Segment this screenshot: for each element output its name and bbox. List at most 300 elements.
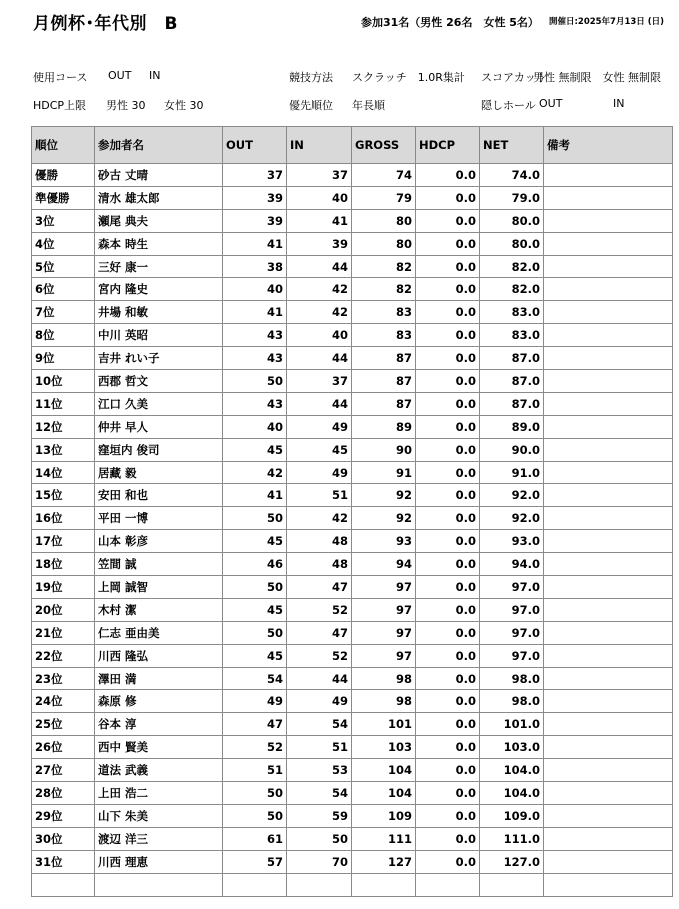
- name-cell: 笠間 誠: [95, 553, 223, 576]
- rank-cell: 7位: [32, 301, 95, 324]
- table-header-row: [32, 127, 673, 164]
- in-cell: 53: [287, 759, 352, 782]
- net-cell: 87.0: [480, 347, 544, 370]
- rank-cell: 29位: [32, 804, 95, 827]
- priority-label: 優先順位: [289, 99, 333, 112]
- notes-cell: [544, 759, 673, 782]
- table-row: [32, 415, 673, 438]
- hdcp-cell: 0.0: [416, 347, 480, 370]
- notes-cell: [544, 209, 673, 232]
- net-cell: 103.0: [480, 736, 544, 759]
- header-net: NET: [480, 127, 544, 164]
- hdcp-cell: 0.0: [416, 782, 480, 805]
- event-date: 開催日:2025年7月13日 (日): [549, 17, 665, 27]
- net-cell: 92.0: [480, 484, 544, 507]
- out-cell: 37: [223, 164, 287, 187]
- name-cell: 居藏 毅: [95, 461, 223, 484]
- name-cell: 平田 一博: [95, 507, 223, 530]
- out-cell: 50: [223, 370, 287, 393]
- name-cell: 川西 理恵: [95, 850, 223, 873]
- gross-cell: 101: [352, 713, 416, 736]
- table-row: [32, 827, 673, 850]
- notes-cell: [544, 347, 673, 370]
- rank-cell: 10位: [32, 370, 95, 393]
- net-cell: 82.0: [480, 278, 544, 301]
- net-cell: 104.0: [480, 759, 544, 782]
- notes-cell: [544, 164, 673, 187]
- table-row: [32, 301, 673, 324]
- notes-cell: [544, 438, 673, 461]
- out-cell: 45: [223, 438, 287, 461]
- table-row: [32, 804, 673, 827]
- rank-cell: 28位: [32, 782, 95, 805]
- rank-cell: 14位: [32, 461, 95, 484]
- table-row: [32, 690, 673, 713]
- in-cell: 54: [287, 713, 352, 736]
- notes-cell: [544, 576, 673, 599]
- rank-cell: 8位: [32, 324, 95, 347]
- name-cell: 窪垣内 俊司: [95, 438, 223, 461]
- out-cell: 49: [223, 690, 287, 713]
- gross-cell: 90: [352, 438, 416, 461]
- name-cell: 瀬尾 典夫: [95, 209, 223, 232]
- out-cell: 45: [223, 644, 287, 667]
- hdcp-cell: 0.0: [416, 209, 480, 232]
- rank-cell: 16位: [32, 507, 95, 530]
- hdcp-cell: 0.0: [416, 713, 480, 736]
- in-cell: 51: [287, 736, 352, 759]
- gross-cell: 98: [352, 667, 416, 690]
- out-cell: 38: [223, 255, 287, 278]
- net-cell: 97.0: [480, 644, 544, 667]
- rank-cell: 11位: [32, 392, 95, 415]
- name-cell: 谷本 淳: [95, 713, 223, 736]
- hidden-hole-in: IN: [613, 97, 625, 110]
- name-cell: 江口 久美: [95, 392, 223, 415]
- gross-cell: 103: [352, 736, 416, 759]
- net-cell: 97.0: [480, 598, 544, 621]
- hdcp-cell: 0.0: [416, 370, 480, 393]
- in-cell: 40: [287, 186, 352, 209]
- in-cell: 42: [287, 301, 352, 324]
- net-cell: 93.0: [480, 530, 544, 553]
- hdcp-cell: 0.0: [416, 598, 480, 621]
- gross-cell: 79: [352, 186, 416, 209]
- out-cell: 54: [223, 667, 287, 690]
- header-gross: GROSS: [352, 127, 416, 164]
- name-cell: 中川 英昭: [95, 324, 223, 347]
- rank-cell: 26位: [32, 736, 95, 759]
- notes-cell: [544, 301, 673, 324]
- page-title: 月例杯･年代別 B: [33, 14, 178, 34]
- gross-cell: 104: [352, 782, 416, 805]
- hdcp-cell: 0.0: [416, 621, 480, 644]
- in-cell: 42: [287, 507, 352, 530]
- table-row: [32, 164, 673, 187]
- hdcp-cell: 0.0: [416, 301, 480, 324]
- net-cell: 97.0: [480, 576, 544, 599]
- out-cell: 43: [223, 324, 287, 347]
- in-cell: 47: [287, 621, 352, 644]
- in-cell: 42: [287, 278, 352, 301]
- header-hdcp: HDCP: [416, 127, 480, 164]
- net-cell: 79.0: [480, 186, 544, 209]
- hdcp-cell: 0.0: [416, 553, 480, 576]
- name-cell: 仁志 亜由美: [95, 621, 223, 644]
- hdcp-cell: 0.0: [416, 392, 480, 415]
- notes-cell: [544, 690, 673, 713]
- name-cell: 上岡 誠智: [95, 576, 223, 599]
- notes-cell: [544, 782, 673, 805]
- hdcp-cell: 0.0: [416, 278, 480, 301]
- table-row: [32, 782, 673, 805]
- notes-cell: [544, 370, 673, 393]
- net-cell: [480, 873, 544, 896]
- participant-count: 参加31名（男性 26名 女性 5名）: [361, 16, 539, 29]
- net-cell: 80.0: [480, 232, 544, 255]
- name-cell: 上田 浩二: [95, 782, 223, 805]
- table-row: [32, 530, 673, 553]
- name-cell: 山本 彰彦: [95, 530, 223, 553]
- table-row: [32, 667, 673, 690]
- results-body: [32, 164, 673, 897]
- rank-cell: [32, 873, 95, 896]
- course-out: OUT: [108, 69, 132, 82]
- out-cell: 50: [223, 576, 287, 599]
- net-cell: 98.0: [480, 690, 544, 713]
- hdcp-cell: 0.0: [416, 850, 480, 873]
- in-cell: 37: [287, 164, 352, 187]
- notes-cell: [544, 827, 673, 850]
- notes-cell: [544, 644, 673, 667]
- out-cell: [223, 873, 287, 896]
- rank-cell: 優勝: [32, 164, 95, 187]
- gross-cell: 127: [352, 850, 416, 873]
- notes-cell: [544, 621, 673, 644]
- in-cell: 48: [287, 553, 352, 576]
- hdcp-female: 女性 30: [164, 99, 204, 112]
- net-cell: 94.0: [480, 553, 544, 576]
- in-cell: 50: [287, 827, 352, 850]
- rank-cell: 15位: [32, 484, 95, 507]
- header-out: OUT: [223, 127, 287, 164]
- rank-cell: 25位: [32, 713, 95, 736]
- table-row: [32, 484, 673, 507]
- notes-cell: [544, 530, 673, 553]
- rank-cell: 22位: [32, 644, 95, 667]
- in-cell: 51: [287, 484, 352, 507]
- gross-cell: 92: [352, 507, 416, 530]
- name-cell: 道法 武義: [95, 759, 223, 782]
- out-cell: 57: [223, 850, 287, 873]
- rank-cell: 12位: [32, 415, 95, 438]
- hdcp-cell: 0.0: [416, 690, 480, 713]
- net-cell: 83.0: [480, 324, 544, 347]
- rank-cell: 4位: [32, 232, 95, 255]
- net-cell: 91.0: [480, 461, 544, 484]
- out-cell: 50: [223, 804, 287, 827]
- hdcp-cell: 0.0: [416, 186, 480, 209]
- name-cell: 井場 和敏: [95, 301, 223, 324]
- results-table: [31, 126, 673, 897]
- table-row: [32, 713, 673, 736]
- table-row: [32, 621, 673, 644]
- rank-cell: 31位: [32, 850, 95, 873]
- notes-cell: [544, 278, 673, 301]
- name-cell: 西郡 哲文: [95, 370, 223, 393]
- table-row: [32, 736, 673, 759]
- gross-cell: 80: [352, 209, 416, 232]
- notes-cell: [544, 324, 673, 347]
- out-cell: 50: [223, 782, 287, 805]
- name-cell: 安田 和也: [95, 484, 223, 507]
- priority-value: 年長順: [352, 99, 385, 112]
- net-cell: 82.0: [480, 255, 544, 278]
- name-cell: 西中 賢美: [95, 736, 223, 759]
- rank-cell: 17位: [32, 530, 95, 553]
- gross-cell: 80: [352, 232, 416, 255]
- net-cell: 90.0: [480, 438, 544, 461]
- name-cell: 砂古 丈晴: [95, 164, 223, 187]
- notes-cell: [544, 255, 673, 278]
- gross-cell: 93: [352, 530, 416, 553]
- hdcp-cell: 0.0: [416, 804, 480, 827]
- table-row: [32, 759, 673, 782]
- gross-cell: 87: [352, 347, 416, 370]
- rank-cell: 3位: [32, 209, 95, 232]
- gross-cell: 94: [352, 553, 416, 576]
- in-cell: 49: [287, 461, 352, 484]
- gross-cell: [352, 873, 416, 896]
- gross-cell: 97: [352, 576, 416, 599]
- hdcp-cell: 0.0: [416, 324, 480, 347]
- header-rank: 順位: [32, 127, 95, 164]
- net-cell: 83.0: [480, 301, 544, 324]
- table-row: [32, 553, 673, 576]
- table-row: [32, 507, 673, 530]
- name-cell: 宮内 隆史: [95, 278, 223, 301]
- net-cell: 89.0: [480, 415, 544, 438]
- rank-cell: 9位: [32, 347, 95, 370]
- gross-cell: 97: [352, 621, 416, 644]
- scorecut-value: 男性 無制限 女性 無制限: [533, 71, 661, 84]
- notes-cell: [544, 667, 673, 690]
- notes-cell: [544, 392, 673, 415]
- hdcp-cell: [416, 873, 480, 896]
- notes-cell: [544, 484, 673, 507]
- notes-cell: [544, 873, 673, 896]
- table-row: [32, 461, 673, 484]
- hdcp-cell: 0.0: [416, 232, 480, 255]
- hdcp-cell: 0.0: [416, 484, 480, 507]
- name-cell: 吉井 れい子: [95, 347, 223, 370]
- in-cell: 37: [287, 370, 352, 393]
- table-row: [32, 598, 673, 621]
- rank-cell: 6位: [32, 278, 95, 301]
- out-cell: 43: [223, 392, 287, 415]
- in-cell: 44: [287, 667, 352, 690]
- in-cell: 45: [287, 438, 352, 461]
- out-cell: 47: [223, 713, 287, 736]
- in-cell: 47: [287, 576, 352, 599]
- in-cell: 49: [287, 415, 352, 438]
- in-cell: 49: [287, 690, 352, 713]
- out-cell: 50: [223, 621, 287, 644]
- header-name: 参加者名: [95, 127, 223, 164]
- net-cell: 80.0: [480, 209, 544, 232]
- rank-cell: 21位: [32, 621, 95, 644]
- notes-cell: [544, 507, 673, 530]
- net-cell: 92.0: [480, 507, 544, 530]
- name-cell: 川西 隆弘: [95, 644, 223, 667]
- method-value: スクラッチ 1.0R集計: [352, 71, 465, 84]
- gross-cell: 83: [352, 301, 416, 324]
- notes-cell: [544, 804, 673, 827]
- table-row: [32, 255, 673, 278]
- gross-cell: 89: [352, 415, 416, 438]
- rank-cell: 20位: [32, 598, 95, 621]
- net-cell: 101.0: [480, 713, 544, 736]
- in-cell: 59: [287, 804, 352, 827]
- net-cell: 97.0: [480, 621, 544, 644]
- rank-cell: 18位: [32, 553, 95, 576]
- table-row: [32, 873, 673, 896]
- out-cell: 50: [223, 507, 287, 530]
- table-row: [32, 209, 673, 232]
- name-cell: 森原 修: [95, 690, 223, 713]
- table-row: [32, 644, 673, 667]
- rank-cell: 5位: [32, 255, 95, 278]
- hidden-hole-out: OUT: [539, 97, 563, 110]
- gross-cell: 74: [352, 164, 416, 187]
- table-row: [32, 324, 673, 347]
- table-row: [32, 370, 673, 393]
- table-row: [32, 438, 673, 461]
- table-row: [32, 278, 673, 301]
- in-cell: 70: [287, 850, 352, 873]
- name-cell: 木村 潔: [95, 598, 223, 621]
- gross-cell: 104: [352, 759, 416, 782]
- out-cell: 41: [223, 232, 287, 255]
- hidden-hole-label: 隠しホール: [481, 99, 536, 112]
- in-cell: 52: [287, 644, 352, 667]
- rank-cell: 準優勝: [32, 186, 95, 209]
- rank-cell: 23位: [32, 667, 95, 690]
- rank-cell: 27位: [32, 759, 95, 782]
- out-cell: 52: [223, 736, 287, 759]
- in-cell: 44: [287, 347, 352, 370]
- in-cell: 39: [287, 232, 352, 255]
- gross-cell: 82: [352, 255, 416, 278]
- out-cell: 45: [223, 530, 287, 553]
- notes-cell: [544, 186, 673, 209]
- header-in: IN: [287, 127, 352, 164]
- out-cell: 40: [223, 415, 287, 438]
- method-label: 競技方法: [289, 71, 333, 84]
- hdcp-cell: 0.0: [416, 255, 480, 278]
- out-cell: 45: [223, 598, 287, 621]
- gross-cell: 97: [352, 598, 416, 621]
- hdcp-cell: 0.0: [416, 644, 480, 667]
- table-row: [32, 392, 673, 415]
- gross-cell: 82: [352, 278, 416, 301]
- hdcp-label: HDCP上限: [33, 99, 87, 112]
- notes-cell: [544, 598, 673, 621]
- net-cell: 104.0: [480, 782, 544, 805]
- table-row: [32, 576, 673, 599]
- net-cell: 111.0: [480, 827, 544, 850]
- course-in: IN: [149, 69, 161, 82]
- notes-cell: [544, 415, 673, 438]
- hdcp-male: 男性 30: [106, 99, 146, 112]
- rank-cell: 19位: [32, 576, 95, 599]
- hdcp-cell: 0.0: [416, 827, 480, 850]
- hdcp-cell: 0.0: [416, 530, 480, 553]
- in-cell: 44: [287, 255, 352, 278]
- name-cell: 清水 雄太郎: [95, 186, 223, 209]
- in-cell: 54: [287, 782, 352, 805]
- net-cell: 87.0: [480, 392, 544, 415]
- net-cell: 109.0: [480, 804, 544, 827]
- name-cell: 森本 時生: [95, 232, 223, 255]
- net-cell: 127.0: [480, 850, 544, 873]
- notes-cell: [544, 850, 673, 873]
- gross-cell: 111: [352, 827, 416, 850]
- out-cell: 51: [223, 759, 287, 782]
- gross-cell: 83: [352, 324, 416, 347]
- gross-cell: 92: [352, 484, 416, 507]
- hdcp-cell: 0.0: [416, 736, 480, 759]
- out-cell: 39: [223, 186, 287, 209]
- hdcp-cell: 0.0: [416, 507, 480, 530]
- table-row: [32, 186, 673, 209]
- gross-cell: 97: [352, 644, 416, 667]
- rank-cell: 24位: [32, 690, 95, 713]
- rank-cell: 30位: [32, 827, 95, 850]
- hdcp-cell: 0.0: [416, 759, 480, 782]
- out-cell: 40: [223, 278, 287, 301]
- hdcp-cell: 0.0: [416, 415, 480, 438]
- in-cell: 52: [287, 598, 352, 621]
- course-label: 使用コース: [33, 71, 88, 84]
- table-row: [32, 232, 673, 255]
- name-cell: 仲井 早人: [95, 415, 223, 438]
- notes-cell: [544, 232, 673, 255]
- out-cell: 61: [223, 827, 287, 850]
- notes-cell: [544, 713, 673, 736]
- out-cell: 42: [223, 461, 287, 484]
- name-cell: 三好 康一: [95, 255, 223, 278]
- out-cell: 39: [223, 209, 287, 232]
- name-cell: 山下 朱美: [95, 804, 223, 827]
- gross-cell: 87: [352, 370, 416, 393]
- notes-cell: [544, 461, 673, 484]
- hdcp-cell: 0.0: [416, 461, 480, 484]
- gross-cell: 98: [352, 690, 416, 713]
- hdcp-cell: 0.0: [416, 667, 480, 690]
- in-cell: [287, 873, 352, 896]
- gross-cell: 109: [352, 804, 416, 827]
- name-cell: [95, 873, 223, 896]
- net-cell: 98.0: [480, 667, 544, 690]
- gross-cell: 87: [352, 392, 416, 415]
- rank-cell: 13位: [32, 438, 95, 461]
- table-row: [32, 347, 673, 370]
- header-notes: 備考: [544, 127, 673, 164]
- out-cell: 43: [223, 347, 287, 370]
- scorecut-label: スコアカット: [481, 71, 547, 84]
- notes-cell: [544, 736, 673, 759]
